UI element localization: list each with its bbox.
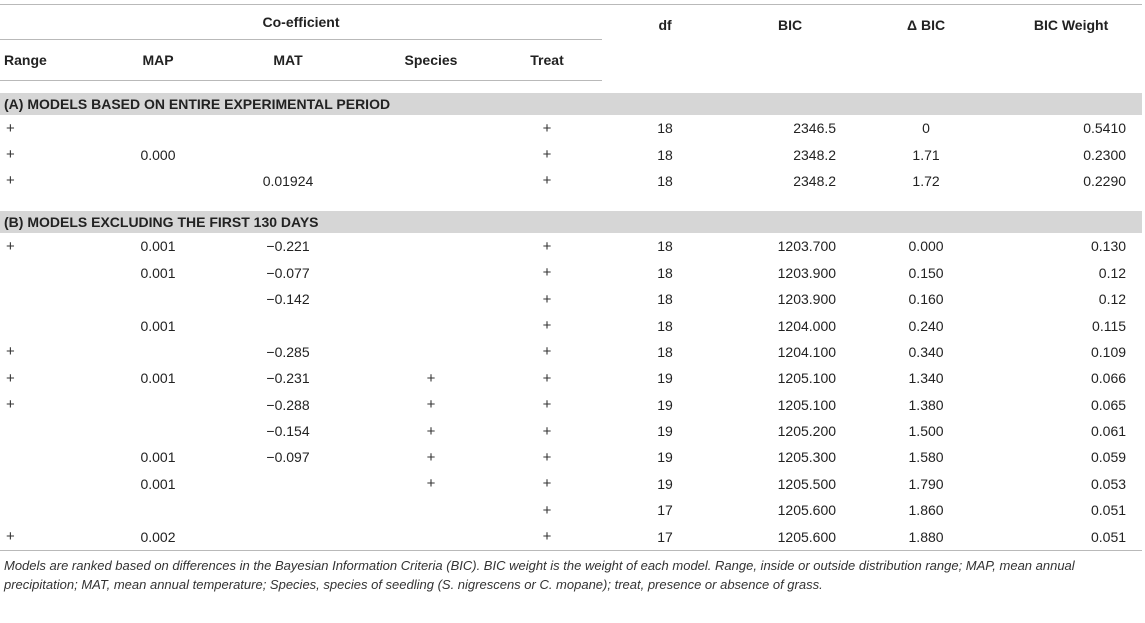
cell-delta-bic: 1.71 (912, 146, 940, 163)
cell-species (370, 141, 492, 167)
table-body (0, 81, 1142, 551)
cell-treat: + (542, 264, 552, 282)
cell-df: 18 (657, 264, 673, 281)
section-title: (B) MODELS EXCLUDING THE FIRST 130 DAYS (0, 211, 1142, 233)
cell-bic-weight: 0.5410 (1083, 120, 1127, 137)
cell-delta-bic: 1.340 (908, 370, 944, 387)
coefficient-group-header: Co-efficient (0, 5, 602, 40)
cell-df: 17 (657, 502, 673, 519)
cell-treat: + (542, 172, 552, 190)
cell-bic: 1205.600 (728, 523, 852, 550)
cell-mat: −0.288 (266, 396, 310, 413)
cell-delta-bic: 0 (922, 120, 930, 137)
cell-treat: + (542, 317, 552, 335)
cell-treat: + (542, 290, 552, 308)
cell-delta-bic: 0.340 (908, 343, 944, 360)
cell-delta-bic: 0.150 (908, 264, 944, 281)
cell-treat: + (542, 369, 552, 387)
cell-mat (206, 141, 370, 167)
cell-df: 18 (657, 317, 673, 334)
column-header-df: df (602, 5, 728, 81)
cell-species (370, 286, 492, 312)
cell-species (370, 168, 492, 194)
column-header-map: MAP (110, 40, 206, 81)
cell-range: + (6, 396, 15, 414)
cell-range: + (6, 172, 15, 190)
table-row (0, 365, 1142, 391)
cell-delta-bic: 0.000 (908, 238, 944, 255)
cell-df: 18 (657, 343, 673, 360)
cell-bic: 1205.100 (777, 370, 837, 387)
cell-mat: 0.01924 (262, 172, 314, 189)
cell-mat: −0.221 (266, 238, 310, 255)
cell-range: + (6, 237, 15, 255)
cell-map: 0.001 (140, 370, 176, 387)
cell-treat: + (542, 501, 552, 519)
cell-bic-weight: 0.053 (1091, 475, 1127, 492)
cell-map (110, 168, 206, 194)
cell-species (370, 260, 492, 286)
table-header (0, 5, 1142, 81)
cell-treat: + (542, 396, 552, 414)
cell-bic-weight: 0.2300 (1083, 146, 1127, 163)
cell-map: 0.001 (140, 238, 176, 255)
cell-range (0, 260, 110, 286)
cell-df: 18 (657, 120, 673, 137)
cell-bic-weight: 0.130 (1091, 238, 1127, 255)
cell-range: + (6, 119, 15, 137)
cell-delta-bic: 0.160 (908, 291, 944, 308)
table-row (0, 497, 1142, 523)
cell-species: + (426, 396, 436, 414)
section-header-row (0, 211, 1142, 233)
column-header-treat: Treat (492, 40, 602, 81)
cell-bic-weight: 0.065 (1091, 396, 1127, 413)
cell-bic-weight: 0.109 (1091, 343, 1127, 360)
table-row (0, 286, 1142, 312)
cell-map (110, 418, 206, 444)
cell-range: + (6, 369, 15, 387)
cell-range: + (6, 343, 15, 361)
cell-bic: 1203.900 (777, 264, 837, 281)
cell-delta-bic: 1.72 (912, 172, 940, 189)
cell-bic-weight: 0.12 (1098, 264, 1127, 281)
cell-df: 19 (657, 370, 673, 387)
cell-map: 0.001 (140, 475, 176, 492)
cell-bic: 2348.2 (793, 172, 837, 189)
cell-bic-weight: 0.059 (1091, 449, 1127, 466)
table-row (0, 168, 1142, 194)
cell-df: 18 (657, 146, 673, 163)
cell-bic-weight: 0.115 (1092, 317, 1127, 334)
cell-treat: + (542, 343, 552, 361)
cell-df: 19 (657, 449, 673, 466)
table-row (0, 141, 1142, 167)
section-header-row (0, 93, 1142, 115)
cell-map (110, 339, 206, 365)
cell-species: + (426, 422, 436, 440)
column-header-bic-weight: BIC Weight (1000, 5, 1142, 81)
cell-bic: 1205.300 (777, 449, 837, 466)
table-footnote: Models are ranked based on differences in the Bayesian Information Criteria (BIC). BIC weight is the weight of each model. Range, inside or outside distribution range; MAP, mean annual precipitation; MAT, mean annual temperature; Species, species of seedling (S. nigrescens or C. mopane); treat, presence or absence of grass. (4, 558, 1075, 592)
cell-mat (206, 523, 370, 550)
table-row (0, 392, 1142, 418)
cell-df: 18 (657, 172, 673, 189)
cell-mat (206, 471, 370, 497)
cell-treat: + (542, 146, 552, 164)
cell-bic: 2346.5 (793, 120, 837, 137)
cell-range (0, 418, 110, 444)
cell-mat: −0.285 (266, 343, 310, 360)
cell-bic-weight: 0.051 (1000, 523, 1142, 550)
column-header-species: Species (370, 40, 492, 81)
cell-mat (206, 115, 370, 141)
table-row (0, 339, 1142, 365)
cell-bic: 1205.100 (777, 396, 837, 413)
cell-mat (206, 312, 370, 338)
cell-delta-bic: 1.880 (852, 523, 1000, 550)
cell-mat: −0.097 (266, 449, 310, 466)
cell-df: 18 (657, 238, 673, 255)
cell-df: 19 (657, 475, 673, 492)
cell-df: 17 (602, 523, 728, 550)
cell-range: + (0, 523, 110, 550)
cell-bic: 2348.2 (793, 146, 837, 163)
cell-range (0, 444, 110, 470)
cell-range (0, 286, 110, 312)
cell-species: + (426, 448, 436, 466)
cell-range (0, 312, 110, 338)
cell-map (110, 286, 206, 312)
table-row (0, 233, 1142, 259)
cell-range (0, 497, 110, 523)
cell-map (110, 392, 206, 418)
cell-species (370, 523, 492, 550)
table-row (0, 418, 1142, 444)
cell-mat (206, 497, 370, 523)
cell-bic-weight: 0.051 (1091, 502, 1127, 519)
column-header-bic: BIC (728, 5, 852, 81)
cell-map: 0.002 (110, 523, 206, 550)
cell-map: 0.001 (140, 449, 176, 466)
column-header-range: Range (0, 40, 110, 81)
cell-mat: −0.077 (266, 264, 310, 281)
cell-bic-weight: 0.2290 (1083, 172, 1127, 189)
cell-bic: 1205.200 (777, 423, 837, 440)
cell-treat: + (542, 475, 552, 493)
cell-bic: 1204.100 (777, 343, 837, 360)
header-spacer (0, 81, 1142, 94)
cell-treat: + (542, 119, 552, 137)
cell-bic-weight: 0.066 (1091, 370, 1127, 387)
cell-treat: + (542, 422, 552, 440)
cell-delta-bic: 1.500 (908, 423, 944, 440)
cell-treat: + (542, 237, 552, 255)
cell-map: 0.001 (140, 264, 176, 281)
cell-df: 19 (657, 423, 673, 440)
cell-species (370, 115, 492, 141)
cell-species: + (426, 369, 436, 387)
cell-species (370, 339, 492, 365)
cell-df: 19 (657, 396, 673, 413)
cell-treat: + (492, 523, 602, 550)
cell-range: + (6, 146, 15, 164)
table-row (0, 312, 1142, 338)
cell-bic: 1205.500 (777, 475, 837, 492)
cell-delta-bic: 1.380 (908, 396, 944, 413)
column-header-mat: MAT (206, 40, 370, 81)
cell-species (370, 312, 492, 338)
table-row (0, 115, 1142, 141)
cell-mat: −0.231 (266, 370, 310, 387)
cell-bic-weight: 0.12 (1098, 291, 1127, 308)
cell-bic-weight: 0.061 (1091, 423, 1127, 440)
cell-mat: −0.154 (266, 423, 310, 440)
cell-delta-bic: 1.790 (908, 475, 944, 492)
section-gap (0, 194, 1142, 211)
cell-map: 0.000 (140, 146, 176, 163)
cell-range (0, 471, 110, 497)
cell-species: + (426, 475, 436, 493)
cell-map: 0.001 (140, 317, 176, 334)
cell-bic: 1204.000 (777, 317, 837, 334)
cell-treat: + (542, 448, 552, 466)
cell-map (110, 115, 206, 141)
model-selection-table (0, 4, 1142, 551)
cell-mat: −0.142 (266, 291, 310, 308)
cell-species (370, 233, 492, 259)
column-header-delta-bic: Δ BIC (852, 5, 1000, 81)
table-row (0, 523, 1142, 550)
cell-df: 18 (657, 291, 673, 308)
cell-delta-bic: 1.860 (908, 502, 944, 519)
table-row (0, 444, 1142, 470)
cell-delta-bic: 0.240 (908, 317, 944, 334)
cell-species (370, 497, 492, 523)
table-row (0, 260, 1142, 286)
cell-bic: 1203.700 (777, 238, 837, 255)
cell-bic: 1205.600 (777, 502, 837, 519)
cell-map (110, 497, 206, 523)
table-row (0, 471, 1142, 497)
section-title: (A) MODELS BASED ON ENTIRE EXPERIMENTAL PERIOD (0, 93, 1142, 115)
cell-bic: 1203.900 (777, 291, 837, 308)
cell-delta-bic: 1.580 (908, 449, 944, 466)
